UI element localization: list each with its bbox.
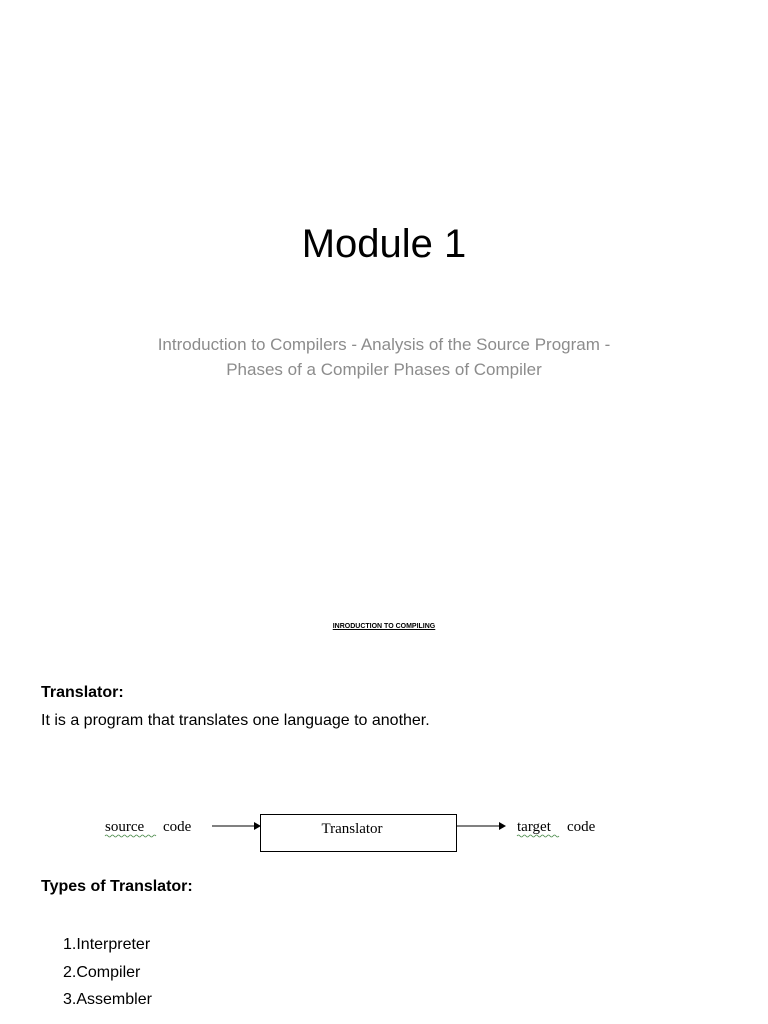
arrow-right-head [499,822,506,830]
source-spellcheck-underline [105,835,156,837]
list-item-interpreter: 1.Interpreter [63,936,151,953]
subtitle-line-2: Phases of a Compiler Phases of Compiler [226,360,542,379]
types-label: Types of Translator: [41,878,193,895]
diagram-target-suffix: code [567,819,596,835]
translator-definition: It is a program that translates one language to another. [41,712,430,729]
translator-diagram [0,800,768,860]
diagram-target-word: target [517,819,551,835]
translator-label: Translator: [41,684,124,701]
diagram-source-suffix: code [163,819,192,835]
module-title: Module 1 [301,222,467,266]
arrow-left-head [254,822,261,830]
list-item-compiler: 2.Compiler [63,963,141,981]
section-heading: INRODUCTION TO COMPILING [332,623,436,630]
list-item-assembler: 3.Assembler [63,991,152,1008]
subtitle-line-1: Introduction to Compilers - Analysis of the Source Program - [157,335,611,354]
target-spellcheck-underline [517,835,559,837]
module-subtitle [100,332,668,382]
translator-types-list [63,931,152,1014]
translator-box-label: Translator [321,821,383,837]
diagram-source-word: source [105,819,145,835]
